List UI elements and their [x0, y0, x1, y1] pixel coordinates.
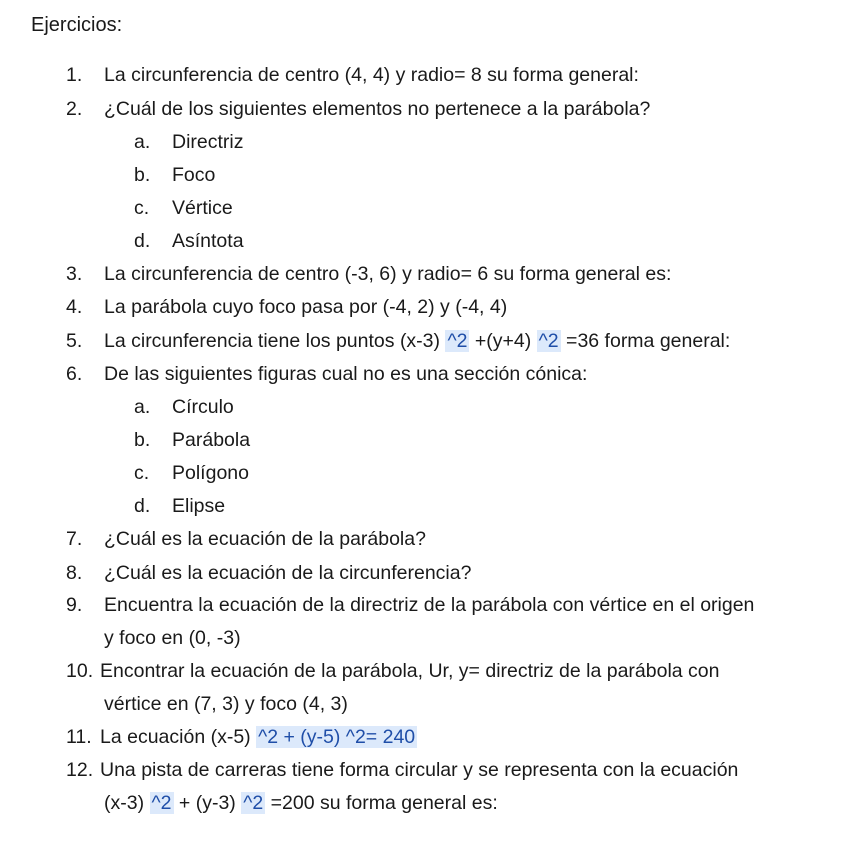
option-item: c. Vértice — [134, 197, 233, 219]
list-item: 7. ¿Cuál es la ecuación de la parábola? — [66, 528, 426, 550]
highlight: ^2 — [151, 792, 172, 814]
option-item: c. Polígono — [134, 462, 249, 484]
highlight: ^2 — [538, 330, 559, 352]
option-item: b. Foco — [134, 164, 216, 186]
list-item-continuation: y foco en (0, -3) — [104, 627, 241, 649]
list-item: 4. La parábola cuyo foco pasa por (-4, 2) y (-4, 4) — [66, 296, 508, 318]
option-item: b. Parábola — [134, 429, 251, 451]
list-item: 1. La circunferencia de centro (4, 4) y radio= 8 su forma general: — [66, 64, 639, 86]
option-item: d. Elipse — [134, 495, 226, 517]
list-item-continuation: vértice en (7, 3) y foco (4, 3) — [104, 693, 348, 715]
list-item: 12. Una pista de carreras tiene forma circular y se representa con la ecuación — [66, 759, 739, 781]
page-title: Ejercicios: — [31, 14, 123, 36]
highlight: ^2 + (y-5) ^2= 240 — [258, 726, 416, 748]
list-item: 5. La circunferencia tiene los puntos (x-3) ^2 +(y+4) ^2 =36 forma general: — [66, 330, 731, 352]
list-item: 10. Encontrar la ecuación de la parábola, Ur, y= directriz de la parábola con — [66, 660, 720, 682]
option-item: a. Directriz — [134, 131, 244, 153]
highlight: ^2 — [243, 792, 264, 814]
list-item: 8. ¿Cuál es la ecuación de la circunferencia? — [66, 562, 472, 584]
list-item-continuation: (x-3) ^2 + (y-3) ^2 =200 su forma general es: — [104, 792, 498, 814]
option-item: d. Asíntota — [134, 230, 244, 252]
list-item: 9. Encuentra la ecuación de la directriz de la parábola con vértice en el origen — [66, 594, 755, 616]
highlight: ^2 — [447, 330, 468, 352]
option-item: a. Círculo — [134, 396, 234, 418]
list-item: 3. La circunferencia de centro (-3, 6) y radio= 6 su forma general es: — [66, 263, 672, 285]
list-item: 11. La ecuación (x-5) ^2 + (y-5) ^2= 240 — [66, 726, 416, 748]
list-item: 2. ¿Cuál de los siguientes elementos no pertenece a la parábola? — [66, 98, 651, 120]
list-item: 6. De las siguientes figuras cual no es una sección cónica: — [66, 363, 588, 385]
